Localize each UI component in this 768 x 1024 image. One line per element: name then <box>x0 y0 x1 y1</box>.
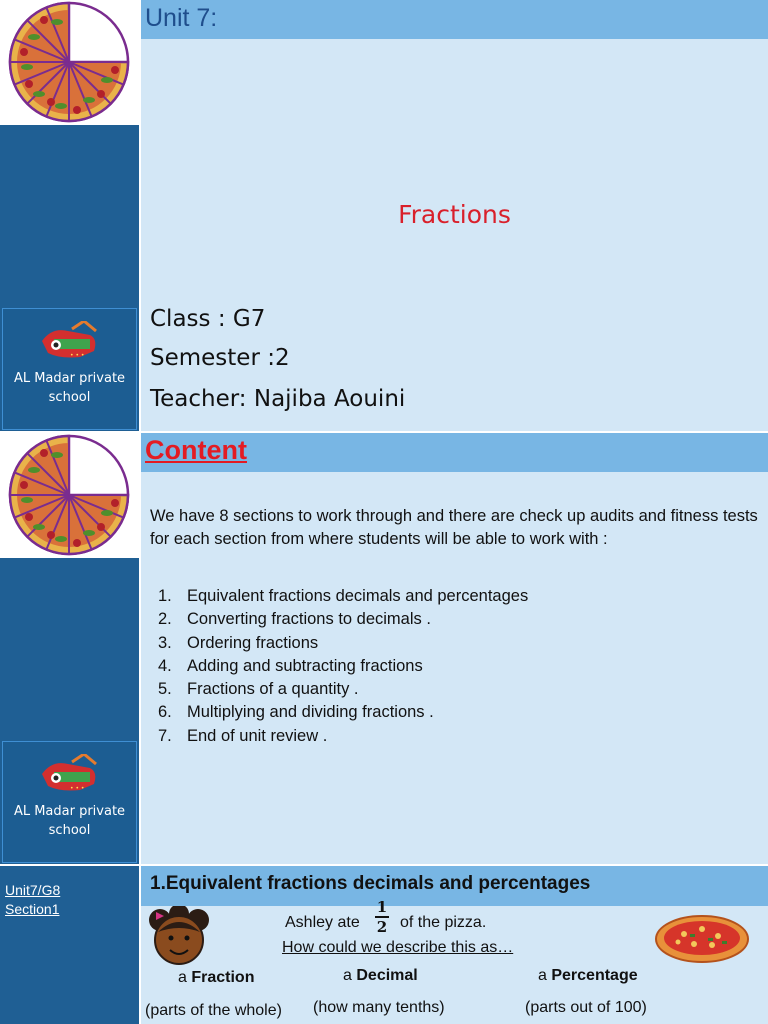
question-text: How could we describe this as… <box>282 939 514 956</box>
of-pizza-text: of the pizza. <box>400 914 487 931</box>
percentage-note: (parts out of 100) <box>525 999 647 1016</box>
school-name: AL Madar private school <box>13 804 126 838</box>
presentation-title: Fractions <box>398 200 511 229</box>
school-name: AL Madar private school <box>13 371 126 405</box>
girl-icon <box>146 906 212 968</box>
list-item: 3. Ordering fractions <box>158 633 319 652</box>
decimal-note: (how many tenths) <box>313 999 445 1016</box>
school-logo-icon <box>40 321 100 361</box>
unit-title: Unit 7: <box>145 4 218 32</box>
section-link[interactable]: Section1 <box>5 901 60 917</box>
unit-link[interactable]: Unit7/G8 <box>5 882 61 898</box>
slide2-pizza-box <box>0 433 139 558</box>
list-item: 5. Fractions of a quantity . <box>158 680 359 699</box>
ashley-ate-text: Ashley ate <box>285 914 360 931</box>
half-fraction: 1 2 <box>376 898 388 936</box>
school-logo-icon <box>40 754 100 794</box>
slide1-title-bar <box>141 0 768 39</box>
content-intro: We have 8 sections to work through and there are check up audits and fitness tests for each section from where students will be able to work with : <box>150 507 758 548</box>
school-logo-box <box>2 741 137 863</box>
pizza-icon <box>0 433 139 558</box>
content-title: Content <box>145 435 247 465</box>
pizza-whole-icon <box>654 914 750 964</box>
slide-title <box>0 0 768 431</box>
fraction-heading: a Fraction <box>178 969 255 986</box>
percentage-heading: a Percentage <box>538 967 638 984</box>
teacher-line: Teacher: Najiba Aouini <box>150 386 406 412</box>
list-item: 7. End of unit review . <box>158 726 328 745</box>
section-title: 1.Equivalent fractions decimals and percentages <box>150 873 591 894</box>
class-line: Class : G7 <box>150 306 266 332</box>
school-logo-box <box>2 308 137 430</box>
fraction-note: (parts of the whole) <box>145 1002 282 1019</box>
list-item: 4. Adding and subtracting fractions <box>158 656 423 675</box>
list-item: 2. Converting fractions to decimals . <box>158 610 431 629</box>
sections-list <box>158 585 528 748</box>
pizza-icon <box>0 0 139 125</box>
slide1-pizza-box <box>0 0 139 125</box>
decimal-heading: a Decimal <box>343 967 418 984</box>
list-item: 1. Equivalent fractions decimals and percentages <box>158 587 529 605</box>
list-item: 6. Multiplying and dividing fractions . <box>158 703 434 722</box>
semester-line: Semester :2 <box>150 345 290 371</box>
